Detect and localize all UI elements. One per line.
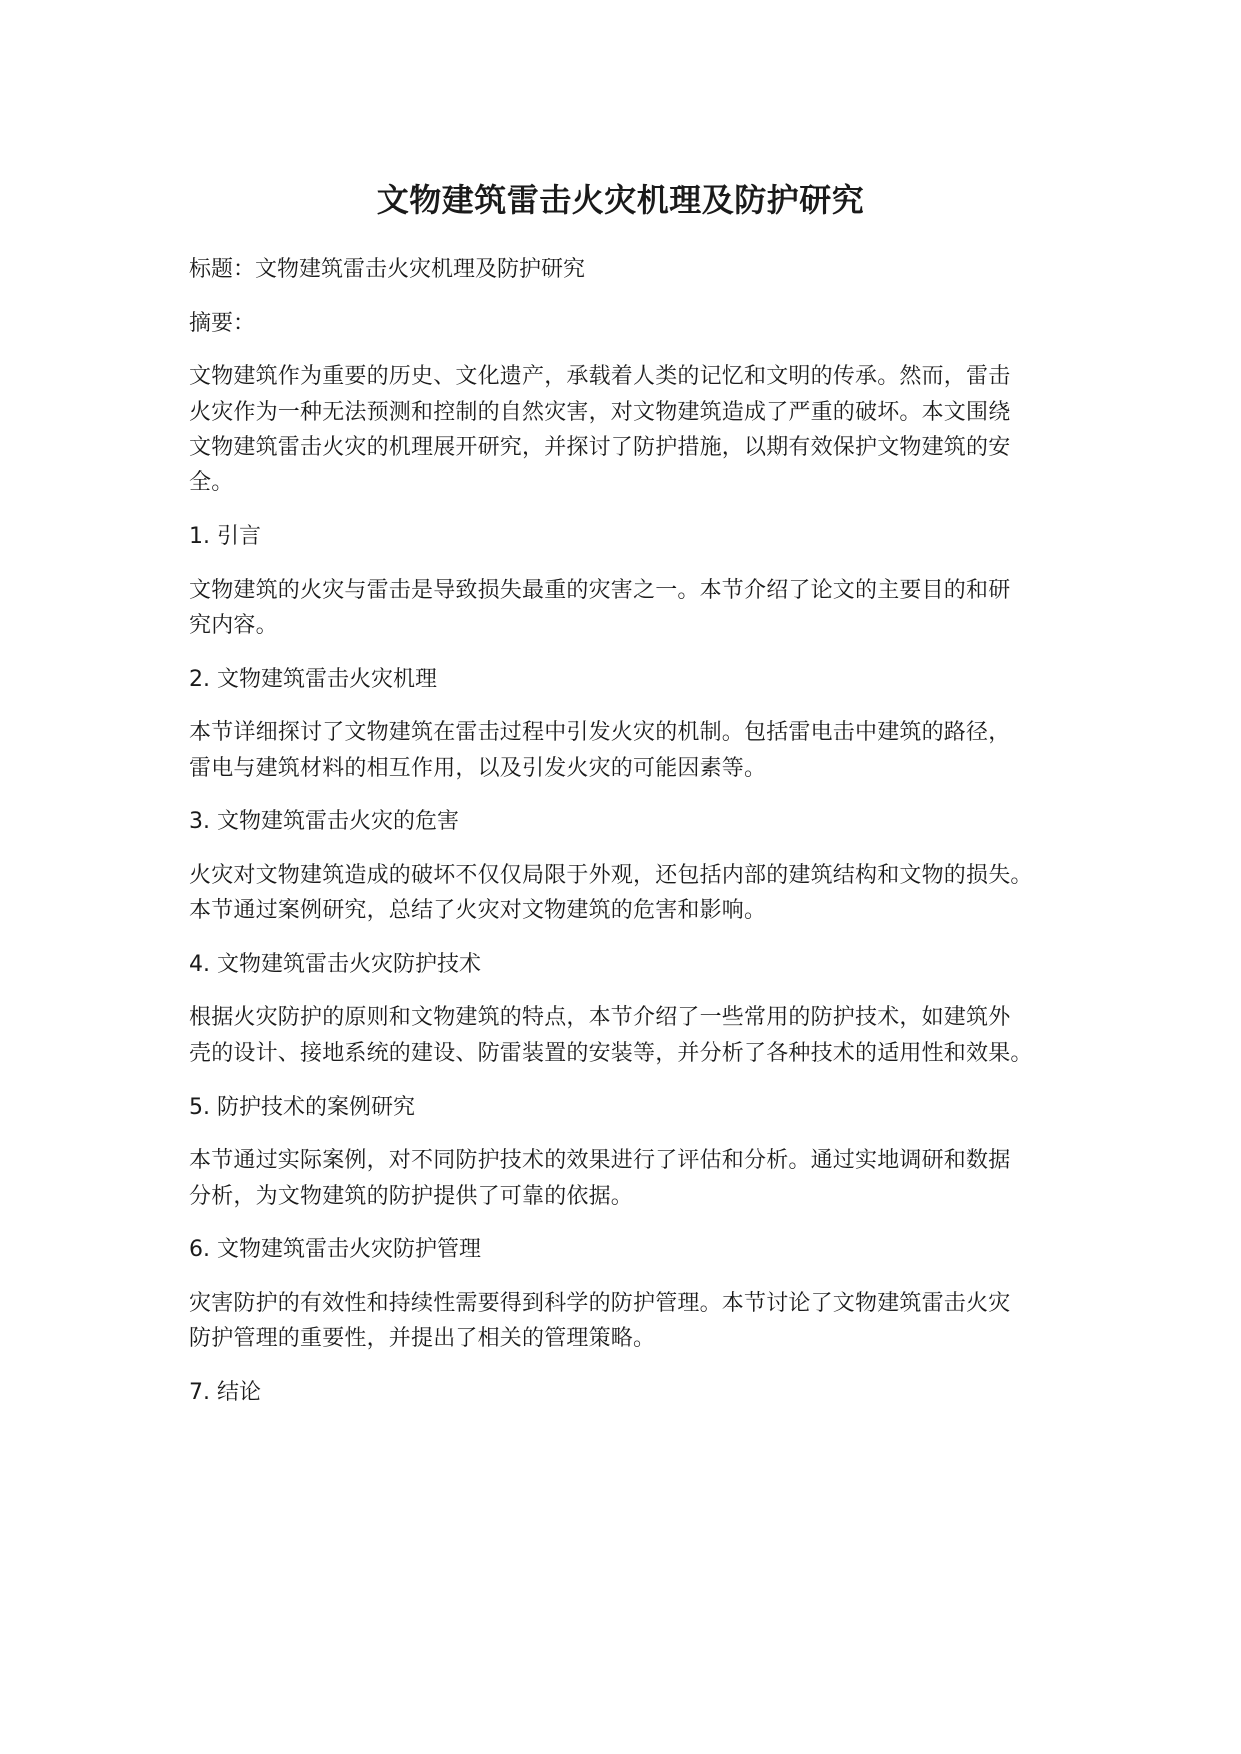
page-title: 文物建筑雷击火灾机理及防护研究 <box>376 181 865 219</box>
abstract-line: 全。 <box>189 470 234 495</box>
section-body-line: 本节通过案例研究，总结了火灾对文物建筑的危害和影响。 <box>189 898 767 923</box>
section-heading: 1. 引言 <box>189 524 261 549</box>
section-heading: 6. 文物建筑雷击火灾防护管理 <box>189 1237 481 1262</box>
abstract-line: 火灾作为一种无法预测和控制的自然灾害，对文物建筑造成了严重的破坏。本文围绕 <box>189 400 1011 425</box>
section-body-line: 防护管理的重要性，并提出了相关的管理策略。 <box>189 1326 656 1351</box>
section-body-line: 本节通过实际案例，对不同防护技术的效果进行了评估和分析。通过实地调研和数据 <box>189 1148 1011 1173</box>
abstract-line: 文物建筑作为重要的历史、文化遗产，承载着人类的记忆和文明的传承。然而，雷击 <box>189 364 1011 389</box>
section-heading: 3. 文物建筑雷击火灾的危害 <box>189 809 459 834</box>
section-body-line: 分析，为文物建筑的防护提供了可靠的依据。 <box>189 1184 634 1209</box>
section-heading: 5. 防护技术的案例研究 <box>189 1095 415 1120</box>
section-body-line: 究内容。 <box>189 613 278 638</box>
section-body-line: 根据火灾防护的原则和文物建筑的特点，本节介绍了一些常用的防护技术，如建筑外 <box>189 1005 1011 1030</box>
section-body-line: 雷电与建筑材料的相互作用，以及引发火灾的可能因素等。 <box>189 756 767 781</box>
abstract-label: 摘要： <box>189 311 256 336</box>
abstract-line: 文物建筑雷击火灾的机理展开研究，并探讨了防护措施，以期有效保护文物建筑的安 <box>189 435 1011 460</box>
section-heading: 7. 结论 <box>189 1380 261 1405</box>
section-body-line: 灾害防护的有效性和持续性需要得到科学的防护管理。本节讨论了文物建筑雷击火灾 <box>189 1291 1011 1316</box>
section-body-line: 本节详细探讨了文物建筑在雷击过程中引发火灾的机制。包括雷电击中建筑的路径， <box>189 720 1011 745</box>
section-body-line: 文物建筑的火灾与雷击是导致损失最重的灾害之一。本节介绍了论文的主要目的和研 <box>189 578 1011 603</box>
section-body-line: 壳的设计、接地系统的建设、防雷装置的安装等，并分析了各种技术的适用性和效果。 <box>189 1041 1033 1066</box>
section-heading: 4. 文物建筑雷击火灾防护技术 <box>189 952 481 977</box>
section-heading: 2. 文物建筑雷击火灾机理 <box>189 667 437 692</box>
section-body-line: 火灾对文物建筑造成的破坏不仅仅局限于外观，还包括内部的建筑结构和文物的损失。 <box>189 863 1033 888</box>
header-title-line: 标题：文物建筑雷击火灾机理及防护研究 <box>189 257 586 282</box>
